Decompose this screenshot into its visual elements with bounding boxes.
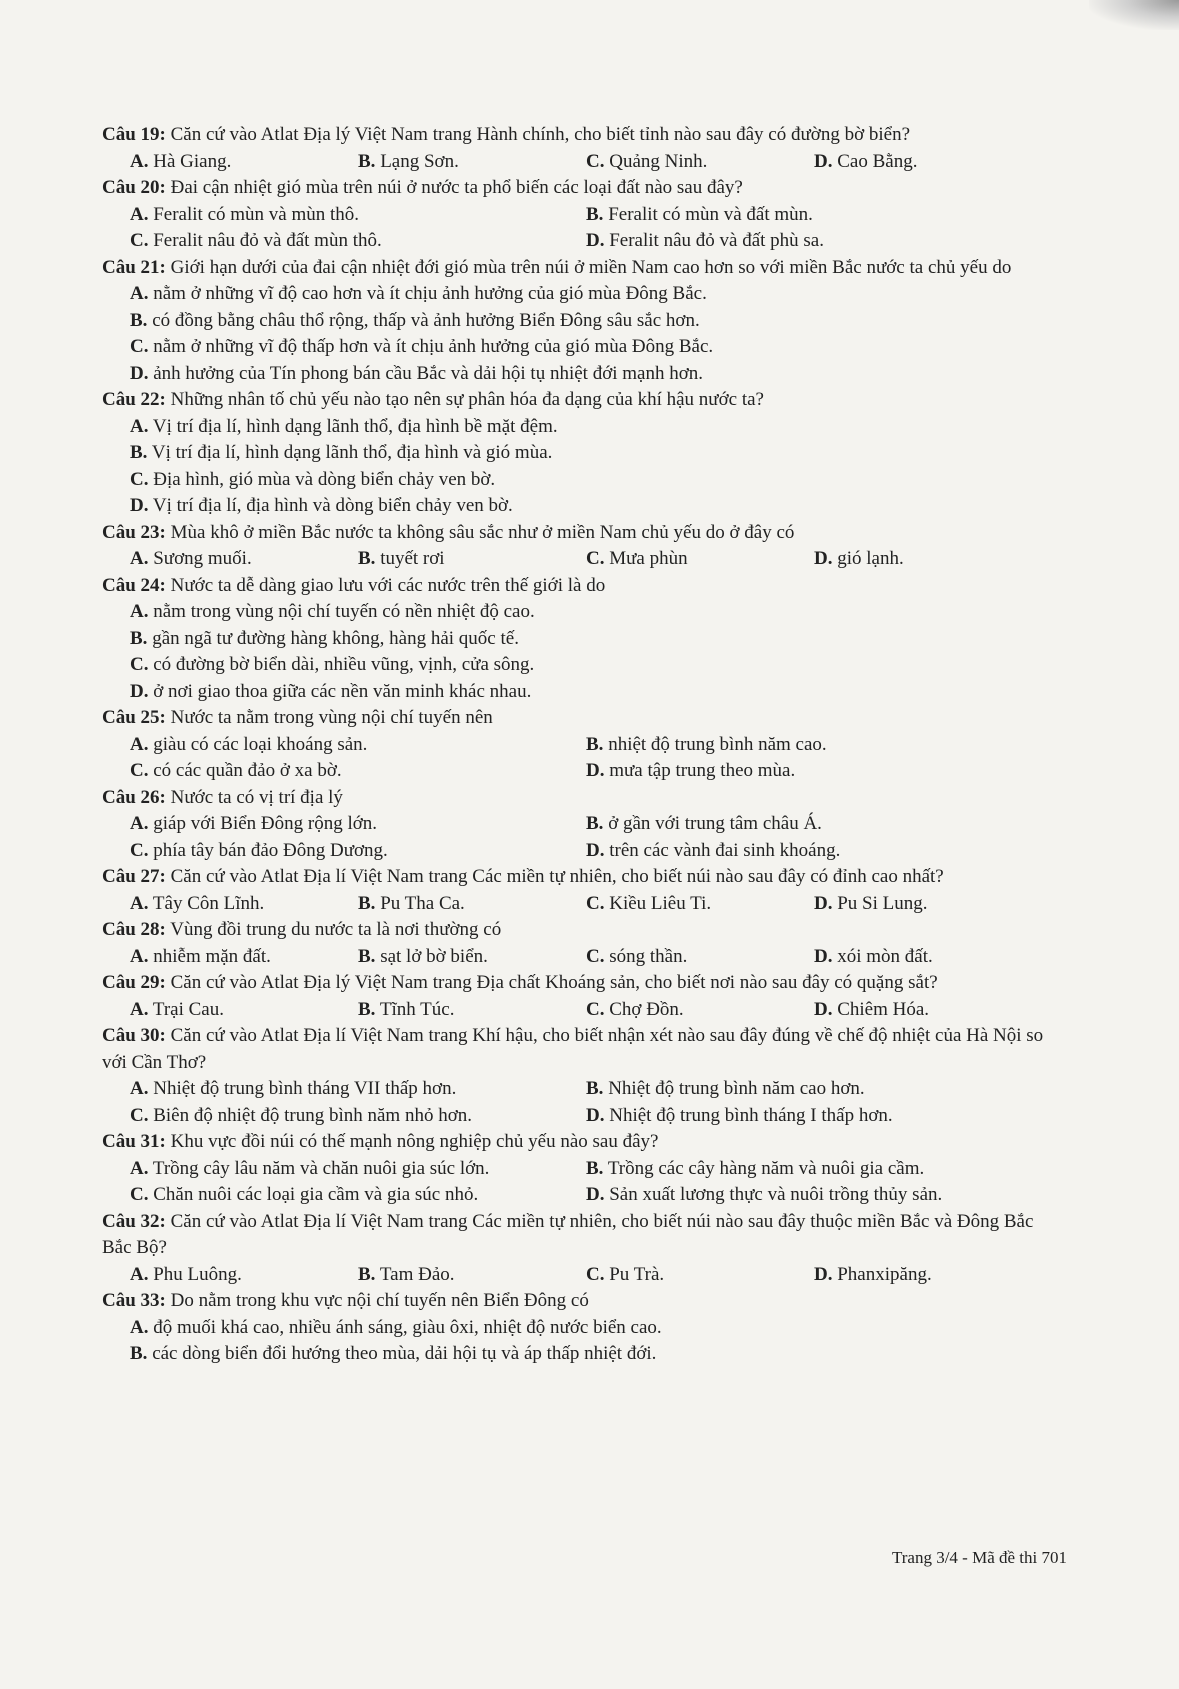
answer-option: [586, 202, 1042, 229]
option-letter: A.: [130, 601, 149, 622]
question-block: [102, 1209, 1062, 1289]
answer-options: [102, 811, 1062, 864]
option-text: Feralit nâu đỏ và đất mùn thô.: [153, 230, 382, 251]
answer-option: [130, 891, 358, 918]
answer-option: [814, 891, 1042, 918]
answer-options: [102, 281, 1062, 387]
option-letter: A.: [130, 548, 149, 569]
answer-option: [130, 228, 586, 255]
option-letter: B.: [586, 1157, 604, 1179]
option-text: Pu Si Lung.: [837, 892, 928, 914]
option-text: nằm ở những vĩ độ thấp hơn và ít chịu ảnh hưởng của gió mùa Đông Bắc.: [153, 336, 714, 357]
answer-option: [586, 1156, 1042, 1183]
answer-option: [130, 997, 358, 1024]
option-letter: B.: [586, 203, 604, 225]
option-text: Mưa phùn: [609, 548, 688, 569]
answer-option: [814, 944, 1042, 971]
answer-option: [130, 493, 1062, 520]
question-block: [102, 864, 1062, 917]
option-letter: B.: [130, 1343, 148, 1364]
answer-option: [130, 1315, 1062, 1342]
answer-option: [358, 546, 586, 573]
option-text: sóng thần.: [609, 945, 688, 967]
option-letter: A.: [130, 998, 149, 1020]
option-letter: D.: [130, 680, 149, 702]
option-text: Địa hình, gió mùa và dòng biển chảy ven bờ.: [153, 468, 496, 490]
option-text: phía tây bán đảo Đông Dương.: [153, 839, 388, 861]
question-text: [102, 387, 1062, 414]
option-letter: B.: [358, 892, 376, 914]
answer-options: [102, 1076, 1062, 1129]
answer-options: [102, 599, 1062, 705]
answer-option: [814, 546, 1042, 573]
option-text: Pu Trà.: [609, 1263, 665, 1285]
question-number: Câu 33:: [102, 1290, 166, 1311]
option-text: có đường bờ biển dài, nhiều vũng, vịnh, cửa sông.: [153, 654, 535, 675]
answer-option: [130, 758, 586, 785]
option-text: Tam Đảo.: [379, 1263, 455, 1285]
option-text: giàu có các loại khoáng sản.: [153, 733, 368, 755]
option-text: tuyết rơi: [380, 548, 445, 569]
option-text: Feralit nâu đỏ và đất phù sa.: [609, 230, 824, 251]
option-letter: D.: [586, 1184, 605, 1205]
question-number: Câu 20:: [102, 177, 166, 198]
option-letter: D.: [586, 839, 605, 861]
question-text: [102, 122, 1062, 149]
answer-option: [130, 1182, 586, 1209]
option-letter: C.: [130, 839, 149, 861]
answer-option: [358, 944, 586, 971]
option-letter: D.: [814, 1263, 833, 1285]
answer-option: [130, 1156, 586, 1183]
option-letter: A.: [130, 415, 149, 437]
option-text: Kiều Liêu Ti.: [609, 892, 712, 914]
option-letter: B.: [586, 733, 604, 755]
question-stem: Khu vực đồi núi có thế mạnh nông nghiệp chủ yếu nào sau đây?: [170, 1131, 659, 1152]
question-number: Câu 31:: [102, 1131, 166, 1152]
option-letter: C.: [130, 1104, 149, 1126]
answer-option: [130, 202, 586, 229]
option-letter: D.: [814, 548, 833, 569]
option-letter: C.: [586, 998, 605, 1020]
answer-option: [130, 732, 586, 759]
answer-option: [130, 467, 1062, 494]
answer-option: [586, 546, 814, 573]
option-text: nằm trong vùng nội chí tuyến có nền nhiệt độ cao.: [153, 601, 535, 622]
answer-option: [130, 838, 586, 865]
question-block: [102, 387, 1062, 520]
answer-option: [130, 308, 1062, 335]
option-text: giáp với Biển Đông rộng lớn.: [153, 813, 378, 834]
question-number: Câu 21:: [102, 256, 166, 278]
option-letter: A.: [130, 813, 149, 834]
option-text: sạt lở bờ biển.: [380, 945, 488, 967]
option-text: Trồng các cây hàng năm và nuôi gia cầm.: [607, 1157, 925, 1179]
answer-option: [130, 599, 1062, 626]
answer-option: [586, 1182, 1042, 1209]
question-block: [102, 785, 1062, 865]
option-text: Nhiệt độ trung bình tháng VII thấp hơn.: [153, 1078, 457, 1099]
question-text: [102, 573, 1062, 600]
question-text: [102, 1023, 1062, 1076]
question-number: Câu 29:: [102, 972, 166, 993]
question-text: [102, 175, 1062, 202]
option-text: xói mòn đất.: [837, 945, 933, 967]
answer-option: [130, 440, 1062, 467]
question-block: [102, 255, 1062, 388]
option-text: Chiêm Hóa.: [837, 998, 930, 1020]
answer-option: [130, 334, 1062, 361]
question-stem: Nước ta dễ dàng giao lưu với các nước trên thế giới là do: [170, 574, 606, 596]
answer-option: [586, 944, 814, 971]
answer-option: [130, 1341, 1062, 1368]
option-text: trên các vành đai sinh khoáng.: [609, 839, 841, 861]
question-text: [102, 1129, 1062, 1156]
question-number: Câu 24:: [102, 574, 166, 596]
option-letter: D.: [586, 1104, 605, 1126]
question-stem: Đai cận nhiệt gió mùa trên núi ở nước ta phổ biến các loại đất nào sau đây?: [170, 177, 743, 198]
question-number: Câu 19:: [102, 124, 166, 145]
answer-option: [814, 1262, 1042, 1289]
answer-option: [130, 1103, 586, 1130]
answer-option: [358, 1262, 586, 1289]
question-text: [102, 1209, 1062, 1262]
question-stem: Căn cứ vào Atlat Địa lí Việt Nam trang Khí hậu, cho biết nhận xét nào sau đây đúng về chế độ nhiệt của Hà Nội so với Cần Thơ?: [102, 1025, 1044, 1073]
option-letter: C.: [130, 468, 149, 490]
option-text: ảnh hưởng của Tín phong bán cầu Bắc và dải hội tụ nhiệt đới mạnh hơn.: [153, 362, 704, 384]
question-text: [102, 917, 1062, 944]
answer-option: [130, 652, 1062, 679]
answer-options: [102, 1262, 1062, 1289]
answer-option: [358, 997, 586, 1024]
question-block: [102, 573, 1062, 706]
option-letter: A.: [130, 283, 149, 304]
answer-option: [586, 1076, 1042, 1103]
option-text: Nhiệt độ trung bình tháng I thấp hơn.: [609, 1104, 893, 1126]
answer-options: [102, 944, 1062, 971]
option-text: mưa tập trung theo mùa.: [609, 760, 796, 781]
option-letter: C.: [586, 892, 605, 914]
answer-option: [586, 891, 814, 918]
option-letter: A.: [130, 1316, 149, 1338]
question-stem: Căn cứ vào Atlat Địa lý Việt Nam trang Địa chất Khoáng sản, cho biết nơi nào sau đây có quặng sắt?: [170, 972, 938, 993]
option-letter: D.: [586, 760, 605, 781]
option-text: Sương muối.: [153, 548, 252, 569]
question-stem: Nước ta nằm trong vùng nội chí tuyến nên: [170, 707, 493, 728]
question-stem: Căn cứ vào Atlat Địa lý Việt Nam trang Hành chính, cho biết tỉnh nào sau đây có đường bờ biển?: [170, 124, 911, 145]
question-text: [102, 970, 1062, 997]
option-letter: A.: [130, 1078, 149, 1099]
option-letter: C.: [586, 1263, 605, 1285]
option-letter: A.: [130, 1263, 149, 1285]
question-number: Câu 32:: [102, 1210, 166, 1232]
option-letter: C.: [130, 336, 149, 357]
question-block: [102, 1129, 1062, 1209]
option-letter: D.: [130, 362, 149, 384]
question-stem: Căn cứ vào Atlat Địa lí Việt Nam trang Các miền tự nhiên, cho biết núi nào sau đây có đỉnh cao nhất?: [170, 866, 944, 887]
question-block: [102, 1288, 1062, 1368]
answer-options: [102, 546, 1062, 573]
answer-option: [130, 1262, 358, 1289]
answer-options: [102, 732, 1062, 785]
option-text: ở gần với trung tâm châu Á.: [608, 813, 822, 834]
answer-option: [814, 997, 1042, 1024]
option-letter: B.: [358, 150, 376, 172]
answer-option: [130, 149, 358, 176]
option-text: Phu Luông.: [153, 1263, 242, 1285]
option-letter: B.: [130, 442, 148, 463]
option-letter: B.: [358, 945, 376, 967]
answer-option: [130, 811, 586, 838]
option-text: Pu Tha Ca.: [380, 892, 465, 914]
question-stem: Giới hạn dưới của đai cận nhiệt đới gió mùa trên núi ở miền Nam cao hơn so với miền Bắc nước ta chủ yếu do: [170, 256, 1012, 278]
option-text: có các quần đảo ở xa bờ.: [153, 760, 342, 781]
option-letter: A.: [130, 1157, 149, 1179]
question-block: [102, 175, 1062, 255]
option-letter: B.: [586, 813, 604, 834]
option-letter: D.: [130, 495, 149, 516]
option-text: Phanxipăng.: [837, 1263, 932, 1285]
option-letter: D.: [814, 998, 833, 1020]
answer-options: [102, 997, 1062, 1024]
question-text: [102, 785, 1062, 812]
question-block: [102, 520, 1062, 573]
option-text: Feralit có mùn và đất mùn.: [608, 203, 813, 225]
option-text: Quảng Ninh.: [609, 150, 708, 172]
question-stem: Mùa khô ở miền Bắc nước ta không sâu sắc như ở miền Nam chủ yếu do ở đây có: [170, 521, 795, 543]
question-number: Câu 22:: [102, 389, 166, 410]
answer-option: [586, 228, 1042, 255]
question-block: [102, 970, 1062, 1023]
question-number: Câu 27:: [102, 866, 166, 887]
question-number: Câu 25:: [102, 707, 166, 728]
question-stem: Nước ta có vị trí địa lý: [170, 786, 343, 808]
option-text: nhiệt độ trung bình năm cao.: [608, 733, 827, 755]
question-number: Câu 26:: [102, 786, 166, 808]
answer-option: [130, 679, 1062, 706]
answer-option: [130, 944, 358, 971]
option-letter: D.: [814, 945, 833, 967]
answer-option: [586, 1103, 1042, 1130]
option-letter: A.: [130, 892, 149, 914]
answer-option: [130, 281, 1062, 308]
question-text: [102, 255, 1062, 282]
option-text: Biên độ nhiệt độ trung bình năm nhỏ hơn.: [153, 1104, 473, 1126]
option-text: nhiễm mặn đất.: [153, 945, 271, 967]
option-text: Hà Giang.: [153, 150, 232, 172]
option-letter: B.: [130, 627, 148, 649]
option-letter: C.: [586, 150, 605, 172]
answer-option: [358, 149, 586, 176]
question-stem: Những nhân tố chủ yếu nào tạo nên sự phân hóa đa dạng của khí hậu nước ta?: [170, 389, 764, 410]
option-text: Feralit có mùn và mùn thô.: [153, 203, 360, 225]
option-text: Vị trí địa lí, hình dạng lãnh thổ, địa hình bề mặt đệm.: [152, 415, 558, 437]
option-text: Chợ Đồn.: [609, 998, 684, 1020]
option-letter: D.: [586, 230, 605, 251]
option-text: Trồng cây lâu năm và chăn nuôi gia súc lớn.: [152, 1157, 490, 1179]
option-text: gần ngã tư đường hàng không, hàng hải quốc tế.: [152, 627, 519, 649]
answer-option: [586, 758, 1042, 785]
answer-option: [586, 997, 814, 1024]
option-text: Sản xuất lương thực và nuôi trồng thủy sản.: [609, 1184, 943, 1205]
option-letter: A.: [130, 203, 149, 225]
question-text: [102, 864, 1062, 891]
option-letter: C.: [130, 1184, 149, 1205]
question-text: [102, 1288, 1062, 1315]
question-block: [102, 122, 1062, 175]
option-letter: D.: [814, 150, 833, 172]
answer-options: [102, 414, 1062, 520]
option-letter: B.: [358, 1263, 376, 1285]
option-letter: C.: [586, 945, 605, 967]
option-letter: B.: [586, 1078, 604, 1099]
option-letter: A.: [130, 945, 149, 967]
option-letter: B.: [130, 309, 148, 331]
option-text: Nhiệt độ trung bình năm cao hơn.: [608, 1078, 865, 1099]
answer-option: [586, 732, 1042, 759]
option-text: Tĩnh Túc.: [379, 998, 455, 1020]
answer-options: [102, 1156, 1062, 1209]
option-letter: C.: [586, 548, 605, 569]
answer-options: [102, 149, 1062, 176]
question-block: [102, 705, 1062, 785]
option-text: Vị trí địa lí, hình dạng lãnh thổ, địa hình và gió mùa.: [151, 442, 553, 463]
option-letter: B.: [358, 548, 376, 569]
answer-option: [814, 149, 1042, 176]
option-letter: C.: [130, 760, 149, 781]
option-text: các dòng biển đổi hướng theo mùa, dải hội tụ và áp thấp nhiệt đới.: [152, 1343, 657, 1364]
option-text: nằm ở những vĩ độ cao hơn và ít chịu ảnh hưởng của gió mùa Đông Bắc.: [153, 283, 707, 304]
answer-option: [130, 626, 1062, 653]
option-text: ở nơi giao thoa giữa các nền văn minh khác nhau.: [153, 680, 532, 702]
question-text: [102, 520, 1062, 547]
question-number: Câu 23:: [102, 521, 166, 543]
option-letter: A.: [130, 150, 149, 172]
answer-option: [586, 838, 1042, 865]
question-stem: Căn cứ vào Atlat Địa lí Việt Nam trang Các miền tự nhiên, cho biết núi nào sau đây thuộc miền Bắc và Đông Bắc Bắc Bộ?: [102, 1210, 1034, 1258]
option-letter: A.: [130, 733, 149, 755]
question-stem: Vùng đồi trung du nước ta là nơi thường có: [170, 919, 502, 940]
answer-options: [102, 202, 1062, 255]
option-letter: C.: [130, 230, 149, 251]
option-letter: B.: [358, 998, 376, 1020]
option-text: Tây Côn Lĩnh.: [152, 892, 265, 914]
question-list: [102, 122, 1062, 1368]
answer-option: [130, 361, 1062, 388]
scan-corner-shadow: [1089, 0, 1179, 30]
question-number: Câu 30:: [102, 1025, 166, 1046]
option-text: Trại Cau.: [152, 998, 224, 1020]
answer-option: [586, 811, 1042, 838]
question-number: Câu 28:: [102, 919, 166, 940]
answer-option: [130, 546, 358, 573]
answer-options: [102, 891, 1062, 918]
answer-option: [358, 891, 586, 918]
answer-option: [586, 149, 814, 176]
option-text: độ muối khá cao, nhiều ánh sáng, giàu ôxi, nhiệt độ nước biển cao.: [153, 1316, 662, 1338]
option-text: gió lạnh.: [837, 548, 904, 569]
page-footer: Trang 3/4 - Mã đề thi 701: [891, 1548, 1067, 1567]
answer-options: [102, 1315, 1062, 1368]
question-text: [102, 705, 1062, 732]
answer-option: [130, 414, 1062, 441]
option-text: Lạng Sơn.: [380, 150, 459, 172]
option-text: Cao Bằng.: [837, 150, 918, 172]
option-text: Vị trí địa lí, địa hình và dòng biển chảy ven bờ.: [152, 495, 513, 516]
answer-option: [130, 1076, 586, 1103]
question-block: [102, 917, 1062, 970]
option-text: Chăn nuôi các loại gia cầm và gia súc nhỏ.: [153, 1184, 479, 1205]
answer-option: [586, 1262, 814, 1289]
option-text: có đồng bằng châu thổ rộng, thấp và ảnh hưởng Biển Đông sâu sắc hơn.: [152, 309, 700, 331]
option-letter: C.: [130, 654, 149, 675]
question-block: [102, 1023, 1062, 1129]
question-stem: Do nằm trong khu vực nội chí tuyến nên Biển Đông có: [170, 1290, 589, 1311]
option-letter: D.: [814, 892, 833, 914]
